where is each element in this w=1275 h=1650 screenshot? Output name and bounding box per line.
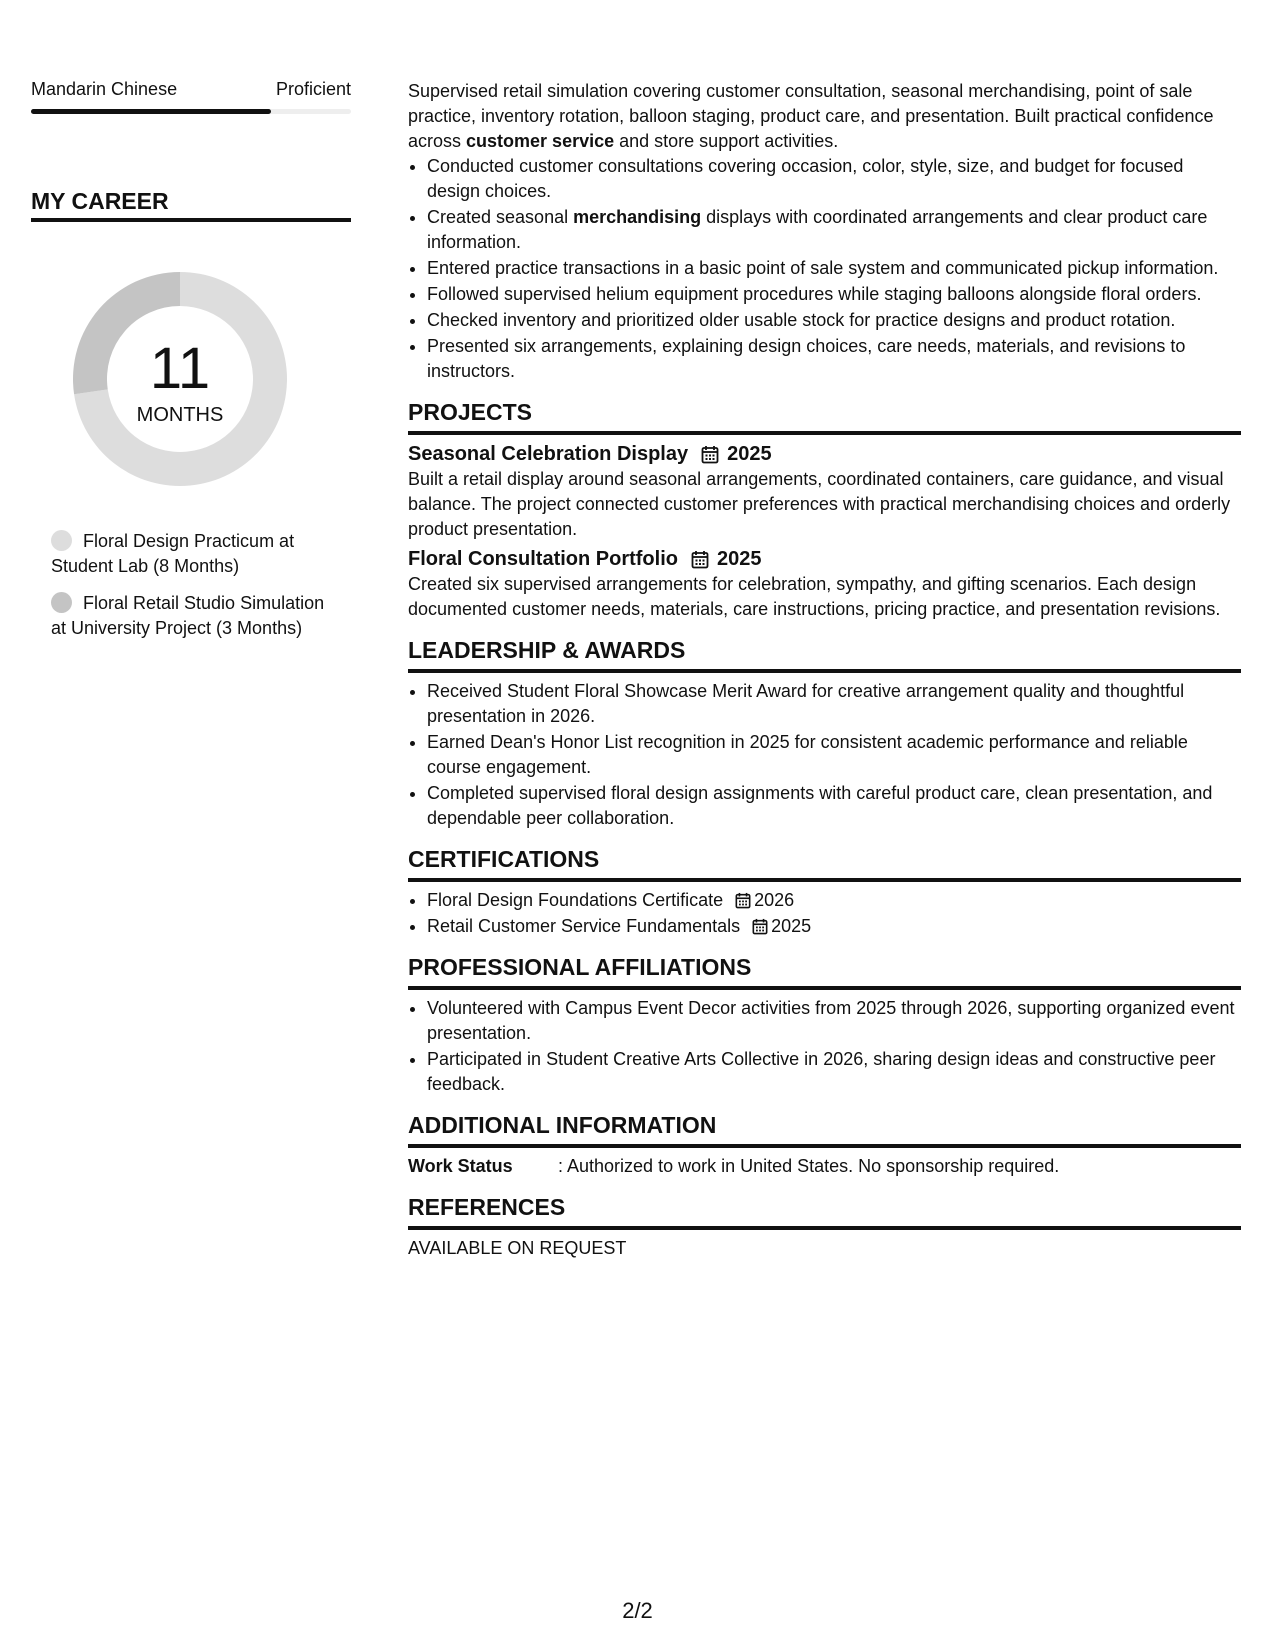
experience-bullet: • Followed supervised helium equipment procedures while staging balloons alongside floral orders. <box>427 282 1241 307</box>
projects-heading: PROJECTS <box>408 399 1241 435</box>
leadership-heading: LEADERSHIP & AWARDS <box>408 637 1241 673</box>
additional-info-heading: ADDITIONAL INFORMATION <box>408 1112 1241 1148</box>
legend-label: Floral Retail Studio Simulation at University Project (3 Months) <box>51 593 325 638</box>
leadership-item: • Completed supervised floral design assignments with careful product care, clean presentation, and dependable peer collaboration. <box>427 781 1241 831</box>
career-legend <box>51 529 331 641</box>
total-months-number: 11 <box>149 336 211 401</box>
project-header <box>408 546 1241 572</box>
main-content <box>408 79 1241 1261</box>
affiliations-heading: PROFESSIONAL AFFILIATIONS <box>408 954 1241 990</box>
certifications-list <box>408 888 1241 939</box>
language-proficiency-fill <box>31 109 271 114</box>
language-proficiency-bar <box>31 109 351 114</box>
references-heading: REFERENCES <box>408 1194 1241 1230</box>
affiliations-list <box>408 996 1241 1097</box>
career-heading: MY CAREER <box>31 187 351 222</box>
experience-summary <box>408 79 1241 154</box>
summary-keyword: customer service <box>466 131 615 151</box>
project-item <box>408 441 1241 542</box>
language-row <box>31 78 351 100</box>
leadership-item: • Earned Dean's Honor List recognition in 2025 for consistent academic performance and reliable course engagement. <box>427 730 1241 780</box>
certifications-heading: CERTIFICATIONS <box>408 846 1241 882</box>
total-months-unit: MONTHS <box>136 404 224 426</box>
summary-text: and store support activities. <box>614 131 839 151</box>
project-year: 2025 <box>716 548 762 570</box>
work-status-row <box>408 1154 1241 1179</box>
work-status-label: Work Status <box>408 1156 513 1176</box>
language-level: Proficient <box>275 79 351 99</box>
certification-year: 2025 <box>771 916 812 936</box>
experience-bullet: • Entered practice transactions in a basic point of sale system and communicated pickup information. <box>427 256 1241 281</box>
leadership-list <box>408 679 1241 831</box>
donut-center-label <box>65 264 295 494</box>
certification-name: • Floral Design Foundations Certificate <box>427 890 724 910</box>
page-number: 2/2 <box>622 1598 653 1623</box>
project-name: Floral Consultation Portfolio <box>408 548 678 570</box>
leadership-item: • Received Student Floral Showcase Merit Award for creative arrangement quality and thoughtful presentation in 2026. <box>427 679 1241 729</box>
affiliation-item: • Volunteered with Campus Event Decor activities from 2025 through 2026, supporting organized event presentation. <box>427 996 1241 1046</box>
career-donut-chart <box>65 264 295 494</box>
certification-item <box>427 914 1241 939</box>
legend-item <box>51 591 331 641</box>
certification-item <box>427 888 1241 913</box>
project-description: Built a retail display around seasonal arrangements, coordinated containers, care guidance, and visual balance. The project connected customer preferences with practical merchandising choices and orderly product presentation. <box>408 469 1231 539</box>
summary-text: Supervised retail simulation covering customer consultation, seasonal merchandising, point of sale practice, inventory rotation, balloon staging, product care, and presentation. Built practical confidence across <box>408 81 1214 151</box>
experience-bullet: • Checked inventory and prioritized older usable stock for practice designs and product rotation. <box>427 308 1241 333</box>
project-item <box>408 546 1241 622</box>
project-name: Seasonal Celebration Display <box>408 443 689 465</box>
project-description: Created six supervised arrangements for celebration, sympathy, and gifting scenarios. Each design documented customer needs, materials, care instructions, pricing practice, and presentation revisions. <box>408 574 1221 619</box>
legend-dot <box>51 592 72 613</box>
project-year: 2025 <box>727 443 772 465</box>
affiliation-item: • Participated in Student Creative Arts Collective in 2026, sharing design ideas and constructive peer feedback. <box>427 1047 1241 1097</box>
experience-bullets <box>408 154 1241 384</box>
project-header <box>408 441 1241 467</box>
certification-name: • Retail Customer Service Fundamentals <box>427 916 741 936</box>
language-name: Mandarin Chinese <box>31 79 178 99</box>
language-entry <box>31 78 351 114</box>
experience-bullet: • Created seasonal merchandising displays with coordinated arrangements and clear product care information. <box>427 205 1241 255</box>
sidebar <box>31 78 351 653</box>
experience-bullet: • Conducted customer consultations covering occasion, color, style, size, and budget for focused design choices. <box>427 154 1241 204</box>
calendar-icon <box>752 918 768 935</box>
legend-label: Floral Design Practicum at Student Lab (8 Months) <box>51 531 295 576</box>
calendar-icon <box>701 445 719 464</box>
calendar-icon <box>691 550 709 569</box>
certification-year: 2026 <box>754 890 795 910</box>
experience-bullet: • Presented six arrangements, explaining design choices, care needs, materials, and revisions to instructors. <box>427 334 1241 384</box>
legend-item <box>51 529 331 579</box>
work-status-value: : Authorized to work in United States. No sponsorship required. <box>558 1156 1060 1176</box>
references-text: AVAILABLE ON REQUEST <box>408 1238 627 1258</box>
calendar-icon <box>735 892 751 909</box>
legend-dot <box>51 530 72 551</box>
